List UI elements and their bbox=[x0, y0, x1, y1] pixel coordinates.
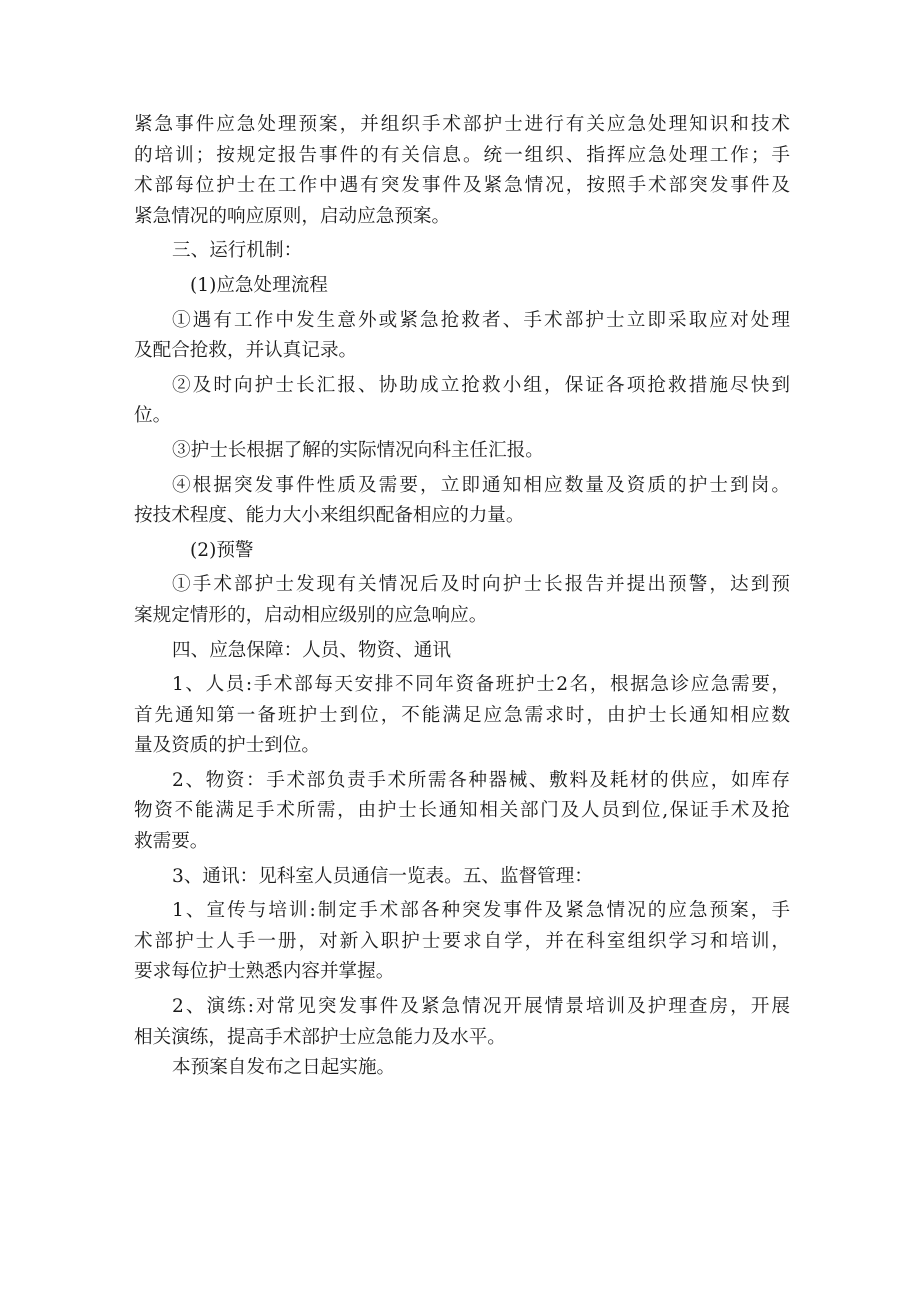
document-body bbox=[134, 110, 790, 1084]
text-line: 首先通知第一备班护士到位，不能满足应急需求时，由护士长通知相应数 bbox=[134, 704, 790, 726]
text-line: 要求每位护士熟悉内容并掌握。 bbox=[134, 961, 395, 983]
text-line: 量及资质的护士到位。 bbox=[134, 735, 320, 757]
subsection-heading: (2)预警 bbox=[190, 539, 254, 561]
text-line: 术部每位护士在工作中遇有突发事件及紧急情况，按照手术部突发事件及 bbox=[134, 175, 790, 197]
text-line: 按技术程度、能力大小来组织配备相应的力量。 bbox=[134, 505, 525, 527]
text-line: 物资不能满足手术所需，由护士长通知相关部门及人员到位,保证手术及抢 bbox=[134, 800, 790, 822]
text-line: 救需要。 bbox=[134, 831, 209, 853]
section-heading: 三、运行机制： bbox=[172, 240, 303, 262]
text-line: 相关演练，提高手术部护士应急能力及水平。 bbox=[134, 1026, 506, 1048]
text-line: 案规定情形的，启动相应级别的应急响应。 bbox=[134, 604, 488, 626]
text-line: 紧急事件应急处理预案，并组织手术部护士进行有关应急处理知识和技术 bbox=[134, 114, 790, 135]
text-line: 1、人员:手术部每天安排不同年资备班护士2名，根据急诊应急需要， bbox=[172, 674, 790, 696]
subsection-heading: (1)应急处理流程 bbox=[190, 274, 328, 296]
text-line: 及配合抢救，并认真记录。 bbox=[134, 340, 358, 362]
text-line: ①遇有工作中发生意外或紧急抢救者、手术部护士立即采取应对处理 bbox=[172, 309, 790, 331]
text-line: 3、通讯：见科室人员通信一览表。五、监督管理： bbox=[172, 865, 593, 887]
closing-line: 本预案自发布之日起实施。 bbox=[172, 1057, 396, 1079]
text-line: 紧急情况的响应原则，启动应急预案。 bbox=[134, 205, 451, 227]
text-line: 2、物资：手术部负责手术所需各种器械、敷料及耗材的供应，如库存 bbox=[172, 769, 790, 791]
text-line: 位。 bbox=[134, 405, 172, 427]
text-line: ②及时向护士长汇报、协助成立抢救小组，保证各项抢救措施尽快到 bbox=[172, 374, 790, 396]
text-line: 术部护士人手一册，对新入职护士要求自学，并在科室组织学习和培训， bbox=[134, 930, 790, 952]
text-line: 2、演练:对常见突发事件及紧急情况开展情景培训及护理查房，开展 bbox=[172, 996, 790, 1018]
text-line: ①手术部护士发现有关情况后及时向护士长报告并提出预警，达到预 bbox=[172, 574, 790, 596]
text-line: 的培训；按规定报告事件的有关信息。统一组织、指挥应急处理工作；手 bbox=[134, 144, 790, 166]
section-heading: 四、应急保障：人员、物资、通讯 bbox=[172, 639, 451, 661]
text-line: ④根据突发事件性质及需要，立即通知相应数量及资质的护士到岗。 bbox=[172, 474, 790, 496]
text-line: ③护士长根据了解的实际情况向科主任汇报。 bbox=[172, 439, 544, 461]
text-line: 1、宣传与培训:制定手术部各种突发事件及紧急情况的应急预案，手 bbox=[172, 900, 790, 922]
